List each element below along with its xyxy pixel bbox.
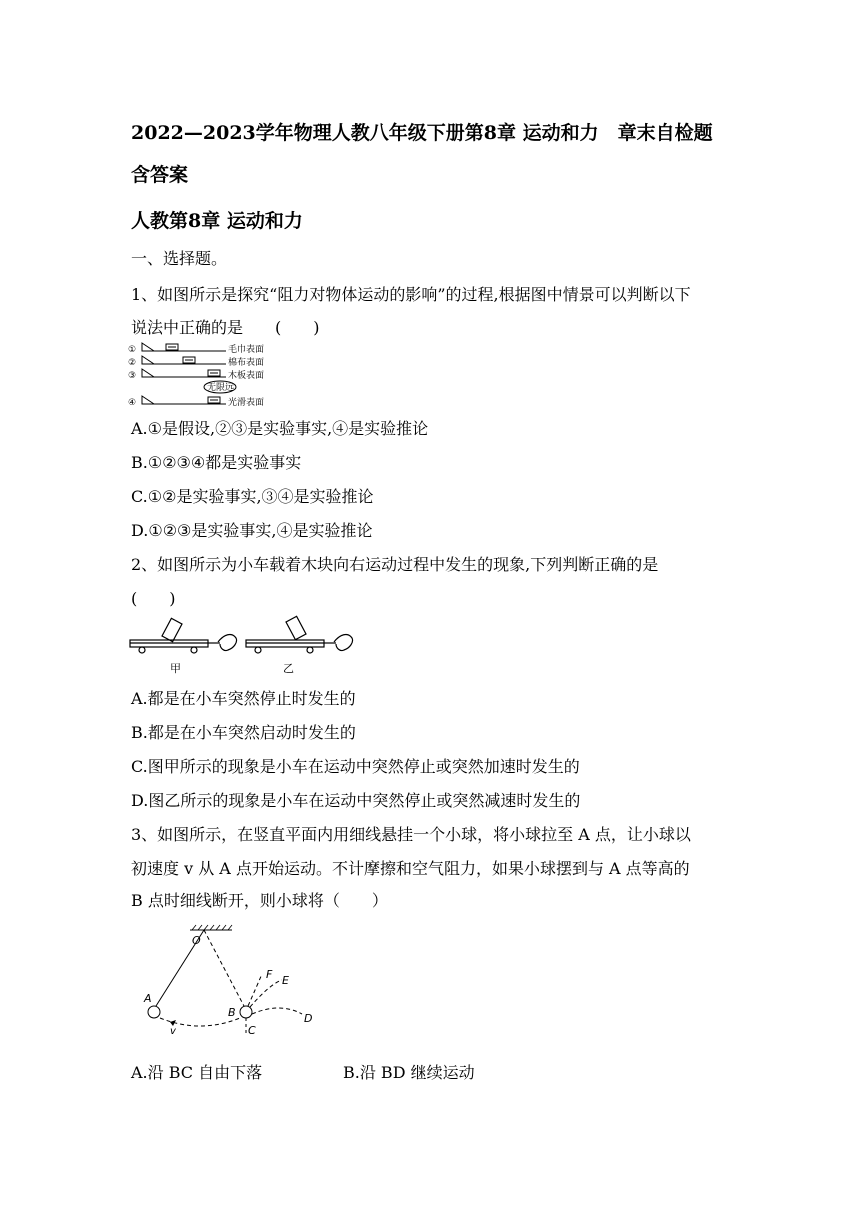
q2-option-d: D.图乙所示的现象是小车在运动中突然停止或突然减速时发生的 xyxy=(131,791,581,810)
q3-stem-line2: 初速度 v 从 A 点开始运动。不计摩擦和空气阻力，如果小球摆到与 A 点等高的 xyxy=(131,859,690,878)
q3-fig-label-o: O xyxy=(192,934,201,947)
q1-fig-row4-num: ④ xyxy=(128,398,137,408)
q1-fig-row3-surface: 木板表面 xyxy=(228,371,265,381)
q2-stem-line2: ( ) xyxy=(131,589,176,608)
q3-option-a: A.沿 BC 自由下落 xyxy=(131,1063,263,1082)
q1-friction-figure xyxy=(128,340,278,412)
q1-fig-row4-surface: 光滑表面 xyxy=(228,398,265,408)
doc-title-line1: 2022—2023学年物理人教八年级下册第8章 运动和力 章末自检题 xyxy=(131,122,713,144)
doc-title-line2: 含答案 xyxy=(131,164,189,186)
q1-fig-row1-num: ① xyxy=(128,345,137,355)
q1-option-b: B.①②③④都是实验事实 xyxy=(131,453,302,472)
q3-fig-label-e: E xyxy=(282,974,289,987)
q1-stem-line2: 说法中正确的是 ( ) xyxy=(131,318,320,337)
q3-option-b: B.沿 BD 继续运动 xyxy=(343,1063,475,1082)
q1-fig-row3-num: ③ xyxy=(128,371,137,381)
q2-fig-label-left: 甲 xyxy=(170,662,181,675)
q1-option-a: A.①是假设,②③是实验事实,④是实验推论 xyxy=(131,419,429,438)
q1-stem-line1: 1、如图所示是探究“阻力对物体运动的影响”的过程,根据图中情景可以判断以下 xyxy=(131,285,691,304)
q2-cart-figure xyxy=(128,612,358,680)
q3-fig-label-d: D xyxy=(304,1012,313,1025)
q1-option-d: D.①②③是实验事实,④是实验推论 xyxy=(131,521,373,540)
q3-fig-label-c: C xyxy=(248,1024,256,1037)
q2-option-b: B.都是在小车突然启动时发生的 xyxy=(131,723,356,742)
q1-fig-row2-num: ② xyxy=(128,358,137,368)
q2-fig-label-right: 乙 xyxy=(283,662,294,675)
q2-option-a: A.都是在小车突然停止时发生的 xyxy=(131,689,356,708)
q1-fig-bubble-label: 无限远 xyxy=(207,383,235,393)
q3-fig-label-f: F xyxy=(266,968,273,981)
q3-stem-line1: 3、如图所示，在竖直平面内用细线悬挂一个小球，将小球拉至 A 点，让小球以 xyxy=(131,825,691,844)
q3-fig-label-b: B xyxy=(228,1006,236,1019)
q2-option-c: C.图甲所示的现象是小车在运动中突然停止或突然加速时发生的 xyxy=(131,757,580,776)
q1-fig-row1-surface: 毛巾表面 xyxy=(228,345,265,355)
q3-fig-label-v: v xyxy=(170,1026,176,1037)
section-heading: 一、选择题。 xyxy=(131,249,228,268)
q3-fig-label-a: A xyxy=(144,992,152,1005)
q2-stem-line1: 2、如图所示为小车载着木块向右运动过程中发生的现象,下列判断正确的是 xyxy=(131,555,659,574)
q1-fig-row2-surface: 棉布表面 xyxy=(228,358,265,368)
q3-pendulum-figure xyxy=(140,922,330,1046)
q3-stem-line3: B 点时细线断开，则小球将（ ） xyxy=(131,891,388,910)
chapter-heading: 人教第8章 运动和力 xyxy=(131,210,303,232)
q1-option-c: C.①②是实验事实,③④是实验推论 xyxy=(131,487,374,506)
